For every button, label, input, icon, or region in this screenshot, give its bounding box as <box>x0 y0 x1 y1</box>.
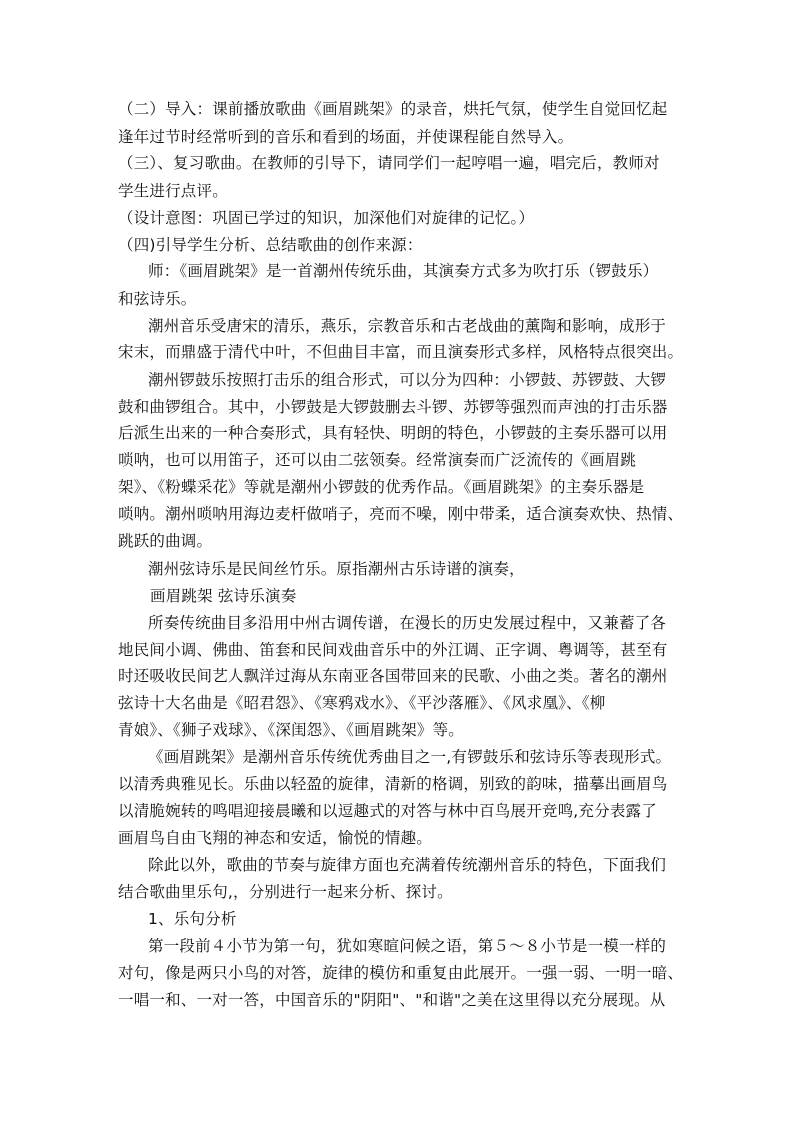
text-line: 后派生出来的一种合奏形式，具有轻快、明朗的特色，小锣鼓的主奏乐器可以用 <box>118 424 668 442</box>
text-line: 结合歌曲里乐句,，分别进行一起来分析、探讨。 <box>118 883 453 901</box>
text-line: 地民间小调、佛曲、笛套和民间戏曲音乐中的外江调、正字调、粤调等，甚至有 <box>118 641 668 659</box>
text-line: 跳跃的曲调。 <box>118 532 213 550</box>
text-line: 和弦诗乐。 <box>118 290 197 308</box>
text-line: 学生进行点评。 <box>118 182 228 200</box>
text-line: 以清脆婉转的鸣唱迎接晨曦和以逗趣式的对答与林中百鸟展开竞鸣,充分表露了 <box>118 802 657 820</box>
text-line: 潮州音乐受唐宋的清乐，燕乐，宗教音乐和古老战曲的薰陶和影响，成形于 <box>148 317 667 335</box>
text-line: 架》、《粉蝶采花》等就是潮州小锣鼓的优秀作品。《画眉跳架》的主奏乐器是 <box>118 478 645 496</box>
text-line: 画眉鸟自由飞翔的神态和安适，愉悦的情趣。 <box>118 829 433 847</box>
text-line: 时还吸收民间艺人飘洋过海从东南亚各国带回来的民歌、小曲之类。著名的潮州 <box>118 667 668 685</box>
text-line: 第一段前４小节为第一句，犹如寒暄问候之语，第５～８小节是一模一样的 <box>148 937 667 955</box>
text-line: 唢呐。潮州唢呐用海边麦杆做哨子，亮而不噪，刚中带柔，适合演奏欢快、热情、 <box>118 505 684 523</box>
text-line: 青娘》、《狮子戏球》、《深闺怨》、《画眉跳架》等。 <box>118 721 465 739</box>
text-line: 1、乐句分析 <box>148 910 237 928</box>
text-line: 对句，像是两只小鸟的对答，旋律的模仿和重复由此展开。一强一弱、一明一暗、 <box>118 964 684 982</box>
text-line: 师：《画眉跳架》是一首潮州传统乐曲，其演奏方式多为吹打乐（锣鼓乐） <box>148 262 659 280</box>
text-line: 潮州锣鼓乐按照打击乐的组合形式，可以分为四种：小锣鼓、苏锣鼓、大锣 <box>148 371 667 389</box>
text-line: （二）导入：课前播放歌曲《画眉跳架》的录音，烘托气氛，使学生自觉回忆起 <box>118 100 668 118</box>
text-line: 所奏传统曲目多沿用中州古调传谱，在漫长的历史发展过程中，又兼蓄了各 <box>148 614 667 632</box>
text-line: （三）、复习歌曲。在教师的引导下，请同学们一起哼唱一遍，唱完后，教师对 <box>118 154 660 172</box>
text-line: 潮州弦诗乐是民间丝竹乐。原指潮州古乐诗谱的演奏， <box>148 560 525 578</box>
text-line: 鼓和曲锣组合。其中，小锣鼓是大锣鼓删去斗锣、苏锣等强烈而声浊的打击乐器 <box>118 398 668 416</box>
text-line: 宋末，而鼎盛于清代中叶，不但曲目丰富，而且演奏形式多样，风格特点很突出。 <box>118 343 684 361</box>
text-line: 弦诗十大名曲是《昭君怨》、《寒鸦戏水》、《平沙落雁》、《风求凰》、《柳 <box>118 694 606 712</box>
text-line: 一唱一和、一对一答，中国音乐的"阴阳"、"和谐"之美在这里得以充分展现。从 <box>118 991 666 1009</box>
text-line: 逢年过节时经常听到的音乐和看到的场面，并使课程能自然导入。 <box>118 128 574 146</box>
text-line: 除此以外，歌曲的节奏与旋律方面也充满着传统潮州音乐的特色，下面我们 <box>148 856 667 874</box>
text-line: 以清秀典雅见长。乐曲以轻盈的旋律，清新的格调，别致的韵味，描摹出画眉鸟 <box>118 775 668 793</box>
text-line: 画眉跳架 弦诗乐演奏 <box>150 587 297 605</box>
text-line: （四)引导学生分析、总结歌曲的创作来源： <box>118 236 423 254</box>
text-line: （设计意图：巩固已学过的知识，加深他们对旋律的记忆。） <box>118 209 535 227</box>
text-line: 唢呐，也可以用笛子，还可以由二弦领奏。经常演奏而广泛流传的《画眉跳 <box>118 451 637 469</box>
text-line: 《画眉跳架》是潮州音乐传统优秀曲目之一,有锣鼓乐和弦诗乐等表现形式。 <box>148 748 672 766</box>
